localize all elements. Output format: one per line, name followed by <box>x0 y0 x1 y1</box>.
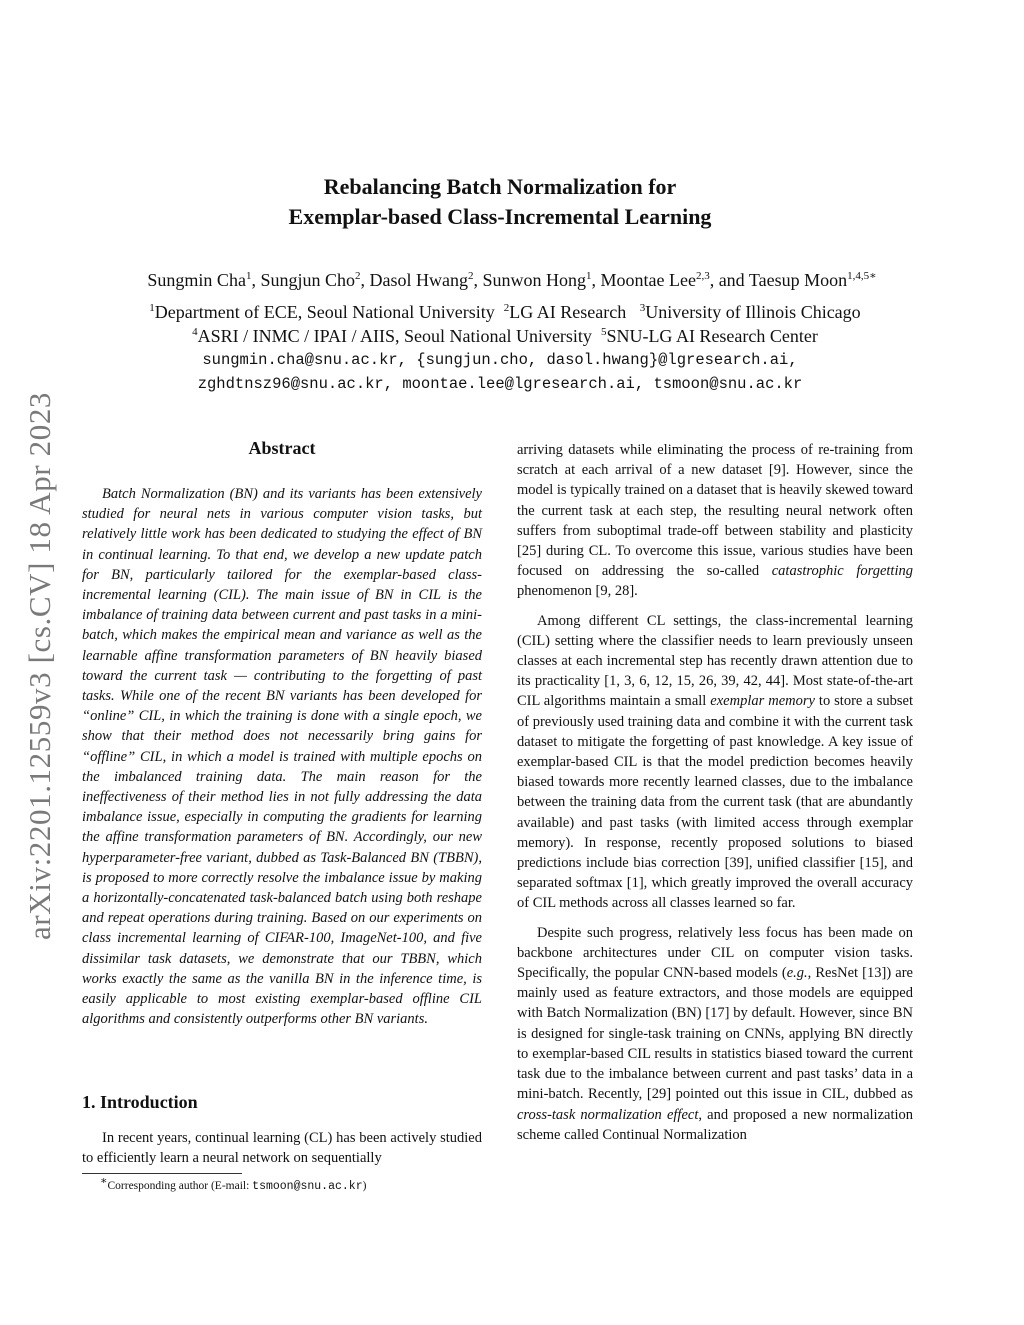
affil-sup: 3 <box>639 302 646 314</box>
text-run: phenomenon [9, 28]. <box>517 583 638 600</box>
text-run: , ResNet [13]) are mainly used as feature extractors, and those models are equipped with Batch Normalization (BN) [17] by default. However, since BN is designed for single-task training on CNNs, applying BN directly to exemplar-based CIL results in statistics biased toward the current task due to the imbalance between current and past tasks’ data in a mini-batch. Recently, [29] pointed out this issue in CIL, dubbed as <box>517 965 913 1103</box>
text-run: Despite such progress, relatively less focus has been made on backbone architectures under CIL on computer vision tasks. Specifically, the popular CNN-based models ( <box>517 924 913 982</box>
footnote <box>100 1175 367 1193</box>
footnote-rule <box>82 1173 242 1174</box>
author-name: , Sunwon Hong <box>473 270 586 290</box>
text-run: arriving datasets while eliminating the process of re-training from scratch at each arrival of a new dataset [9]. However, since the model is typically trained on a dataset that is heavily skewed toward the current task at each step, the resulting neural network often suffers from suboptimal trade-off between stability and plasticity [25] during CL. To overcome this issue, various studies have been focused on addressing the so-called <box>517 442 913 580</box>
footnote-text: Corresponding author (E-mail: <box>107 1180 253 1192</box>
affiliation: Department of ECE, Seoul National University <box>154 302 495 322</box>
right-paragraph-2 <box>517 611 913 914</box>
author-sup: 1 <box>245 270 252 282</box>
affil-sup: 1 <box>149 302 155 314</box>
footnote-email: tsmoon@snu.ac.kr <box>252 1180 363 1193</box>
author-name: Sungmin Cha <box>147 270 246 290</box>
text-run: to store a subset of previously used training data and combine it with the current task dataset to mitigate the forgetting of past knowledge. A key issue of exemplar-based CIL is that the model prediction becomes heavily biased towards more recently learned classes, due to the imbalance between the training data from the current task (that are abundantly available) and past tasks (with limited access through exemplar memory). In response, recently proposed solutions to biased predictions include bias correction [39], unified classifier [15], and separated softmax [1], which greatly improved the overall accuracy of CIL methods across all classes learned so far. <box>517 693 913 912</box>
emphasis: e.g. <box>786 965 808 982</box>
right-paragraph-1 <box>517 440 913 602</box>
text-run: Among different CL settings, the class-incremental learning (CIL) setting where the classifier needs to learn previously unseen classes at each incremental step has recently drawn attention due to its practicality [1, 3, 6, 12, 15, 26, 39, 42, 44]. Most state-of-the-art CIL algorithms maintain a small <box>517 612 913 710</box>
author-name: , Dasol Hwang <box>360 270 468 290</box>
abstract-heading: Abstract <box>248 438 316 458</box>
affil-sup: 2 <box>503 302 510 314</box>
affiliation: SNU-LG AI Research Center <box>606 326 818 346</box>
author-sup: 1,4,5∗ <box>847 270 877 282</box>
author-sup: 2 <box>467 270 474 282</box>
author-name: , Moontae Lee <box>591 270 696 290</box>
paper-title-line2: Exemplar-based Class-Incremental Learning <box>288 204 712 229</box>
affil-sup: 5 <box>600 326 607 338</box>
right-paragraph-3 <box>517 923 913 1145</box>
affiliation: University of Illinois Chicago <box>645 302 861 322</box>
intro-heading: 1. Introduction <box>82 1092 198 1112</box>
footnote-close: ) <box>362 1180 367 1192</box>
affil-sup: 4 <box>192 326 198 338</box>
emphasis: exemplar memory <box>710 693 815 710</box>
footnote-mark: ∗ <box>100 1175 108 1188</box>
emphasis: cross-task normalization effect <box>517 1106 699 1123</box>
text-run: , and proposed a new normalization scheme called Continual Normalization <box>517 1106 914 1143</box>
right-column <box>517 440 913 1154</box>
author-sup: 2 <box>354 270 361 282</box>
author-sup: 2,3 <box>695 270 710 282</box>
author-list <box>0 268 1024 292</box>
affiliation: ASRI / INMC / IPAI / AIIS, Seoul National University <box>197 326 592 346</box>
paper-title-line1: Rebalancing Batch Normalization for <box>323 174 677 199</box>
author-name: , Sungjun Cho <box>251 270 355 290</box>
author-name: , and Taesup Moon <box>709 270 848 290</box>
affiliation-line2 <box>0 324 1010 348</box>
author-sup: 1 <box>585 270 592 282</box>
emphasis: catastrophic forgetting <box>771 563 913 580</box>
email-line1: sungmin.cha@snu.ac.kr, {sungjun.cho, dasol.hwang}@lgresearch.ai, <box>202 351 798 369</box>
affiliation-line1 <box>0 300 1010 324</box>
intro-paragraph: In recent years, continual learning (CL) has been actively studied to efficiently learn a neural network on sequentially <box>82 1130 482 1167</box>
arxiv-stamp: arXiv:2201.12559v3 [cs.CV] 18 Apr 2023 <box>22 391 57 940</box>
email-line2: zghdtnsz96@snu.ac.kr, moontae.lee@lgresearch.ai, tsmoon@snu.ac.kr <box>197 375 803 393</box>
abstract-text: Batch Normalization (BN) and its variants has been extensively studied for neural nets in various computer vision tasks, but relatively little work has been dedicated to studying the effect of BN in continual learning. To that end, we develop a new update patch for BN, particularly tailored for the exemplar-based class-incremental learning (CIL). The main issue of BN in CIL is the imbalance of training data between current and past tasks in a mini-batch, which makes the empirical mean and variance as well as the learnable affine transformation parameters of BN heavily biased toward the current task — contributing to the forgetting of past tasks. While one of the recent BN variants has been developed for “online” CIL, in which the training is done with a single epoch, we show that their method does not necessarily bring gains for “offline” CIL, in which a model is trained with multiple epochs on the imbalanced training data. The main reason for the ineffectiveness of their method lies in not fully addressing the data imbalance issue, especially in computing the gradients for learning the affine transformation parameters of BN. Accordingly, our new hyperparameter-free variant, dubbed as Task-Balanced BN (TBBN), is proposed to more correctly resolve the imbalance issue by making a horizontally-concatenated task-balanced batch using both reshape and repeat operations during training. Based on our experiments on class incremental learning of CIFAR-100, ImageNet-100, and five dissimilar task datasets, we demonstrate that our TBBN, which works exactly the same as the vanilla BN in the inference time, is easily applicable to most existing exemplar-based offline CIL algorithms and consistently outperforms other BN variants. <box>82 486 482 1028</box>
affiliation: LG AI Research <box>509 302 627 322</box>
